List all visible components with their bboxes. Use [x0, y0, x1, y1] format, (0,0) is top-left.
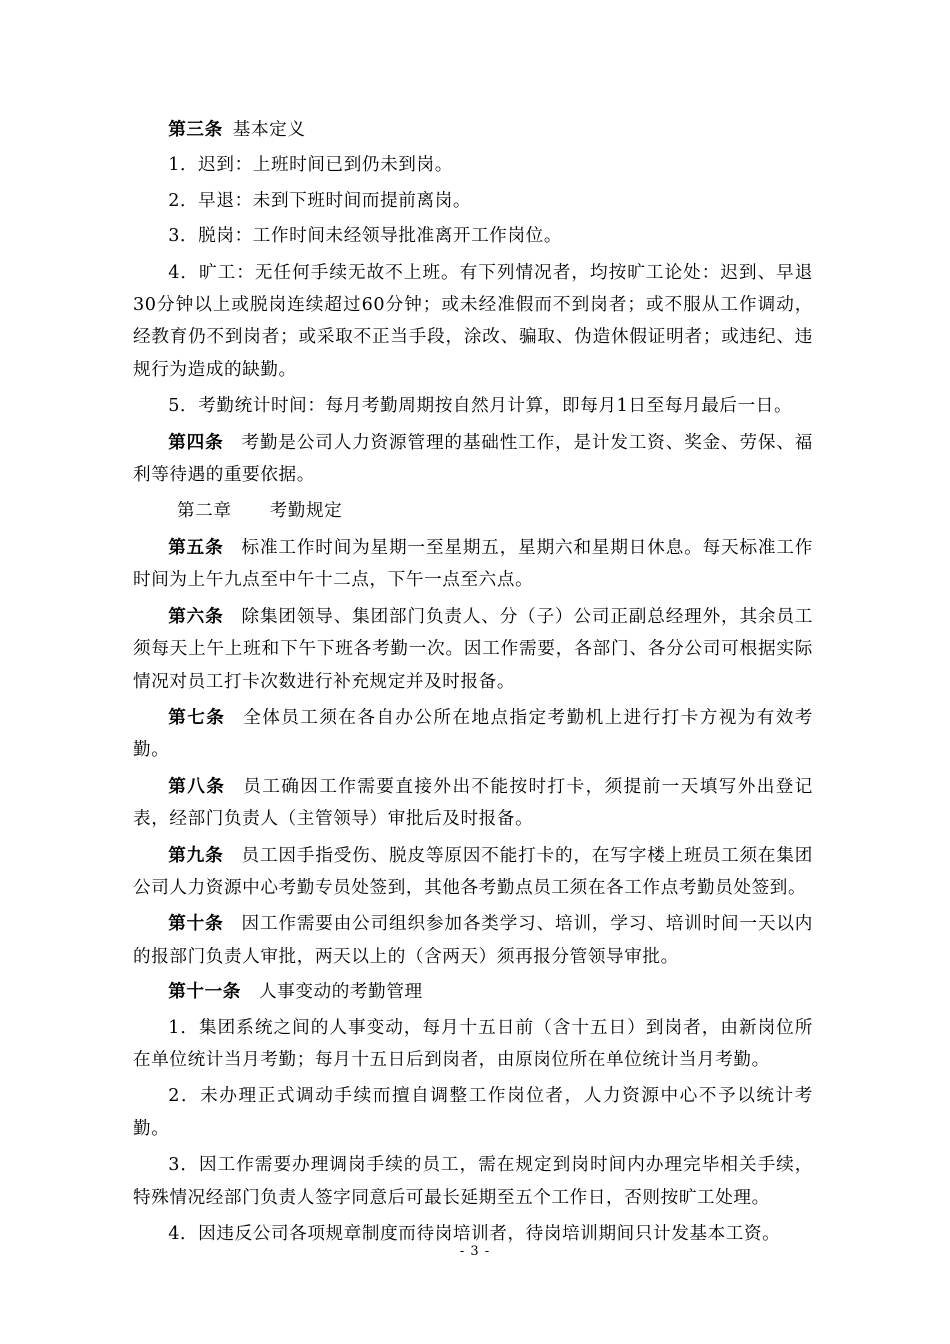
article-11-label: 第十一条	[168, 981, 241, 1003]
chapter-2-number: 第二章	[177, 501, 232, 522]
article-10-label: 第十条	[168, 913, 224, 935]
chapter-2-heading	[133, 495, 813, 527]
article-9-label: 第九条	[168, 844, 224, 866]
article-7-label: 第七条	[168, 706, 226, 728]
article-3-item-1: 1．迟到：上班时间已到仍未到岗。	[168, 155, 453, 176]
article-6-text: 除集团领导、集团部门负责人、分（子）公司正副总经理外，其余员工须每天上午上班和下午下班各考勤一次。因工作需要，各部门、各分公司可根据实际情况对员工打卡次数进行补充规定并及时报备。	[133, 606, 813, 692]
chapter-2-title: 考勤规定	[269, 501, 343, 522]
article-5-text: 标准工作时间为星期一至星期五，星期六和星期日休息。每天标准工作时间为上午九点至中午十二点，下午一点至六点。	[133, 537, 813, 591]
article-9	[133, 840, 813, 905]
article-6	[133, 601, 813, 698]
page-number: - 3 -	[459, 1244, 491, 1259]
article-6-label: 第六条	[168, 605, 224, 627]
article-3-heading	[133, 114, 813, 146]
article-4	[133, 427, 813, 492]
article-11-item-4: 4．因违反公司各项规章制度而待岗培训者，待岗培训期间只计发基本工资。	[168, 1224, 781, 1244]
article-11-item-3: 3．因工作需要办理调岗手续的员工，需在规定到岗时间内办理完毕相关手续，特殊情况经部门负责人签字同意后可最长延期至五个工作日，否则按旷工处理。	[133, 1155, 813, 1208]
article-11-item-2: 2．未办理正式调动手续而擅自调整工作岗位者，人力资源中心不予以统计考勤。	[133, 1086, 813, 1139]
article-5	[133, 532, 813, 597]
article-3-item-4: 4．旷工：无任何手续无故不上班。有下列情况者，均按旷工论处：迟到、早退30分钟以上或脱岗连续超过60分钟；或未经准假而不到岗者；或不服从工作调动，经教育仍不到岗者；或采取不正当手段，涂改、骗取、伪造休假证明者；或违纪、违规行为造成的缺勤。	[133, 262, 813, 380]
article-11-title: 人事变动的考勤管理	[258, 982, 423, 1003]
article-4-label: 第四条	[168, 431, 224, 453]
article-8	[133, 771, 813, 836]
article-11-heading	[133, 976, 813, 1008]
article-3-title: 基本定义	[232, 120, 306, 140]
article-11-item-1: 1．集团系统之间的人事变动，每月十五日前（含十五日）到岗者，由新岗位所在单位统计当月考勤；每月十五日后到岗者，由原岗位所在单位统计当月考勤。	[133, 1017, 813, 1070]
article-8-text: 员工确因工作需要直接外出不能按时打卡，须提前一天填写外出登记表，经部门负责人（主管领导）审批后及时报备。	[133, 776, 813, 830]
article-3-label: 第三条	[168, 119, 223, 140]
article-3-item-5: 5．考勤统计时间：每月考勤周期按自然月计算，即每月1日至每月最后一日。	[168, 396, 793, 417]
document-body	[133, 114, 813, 1250]
article-3-item-3: 3．脱岗：工作时间未经领导批准离开工作岗位。	[168, 226, 563, 247]
article-8-label: 第八条	[168, 775, 226, 797]
article-4-text: 考勤是公司人力资源管理的基础性工作，是计发工资、奖金、劳保、福利等待遇的重要依据。	[133, 432, 813, 486]
article-5-label: 第五条	[168, 536, 224, 558]
article-10-text: 因工作需要由公司组织参加各类学习、培训，学习、培训时间一天以内的报部门负责人审批，两天以上的（含两天）须再报分管领导审批。	[133, 914, 813, 967]
article-10	[133, 908, 813, 973]
article-7	[133, 702, 813, 767]
article-9-text: 员工因手指受伤、脱皮等原因不能打卡的，在写字楼上班员工须在集团公司人力资源中心考勤专员处签到，其他各考勤点员工须在各工作点考勤员处签到。	[133, 845, 813, 898]
article-3-item-2: 2．早退：未到下班时间而提前离岗。	[168, 190, 472, 211]
article-7-text: 全体员工须在各自办公所在地点指定考勤机上进行打卡方视为有效考勤。	[133, 707, 813, 761]
